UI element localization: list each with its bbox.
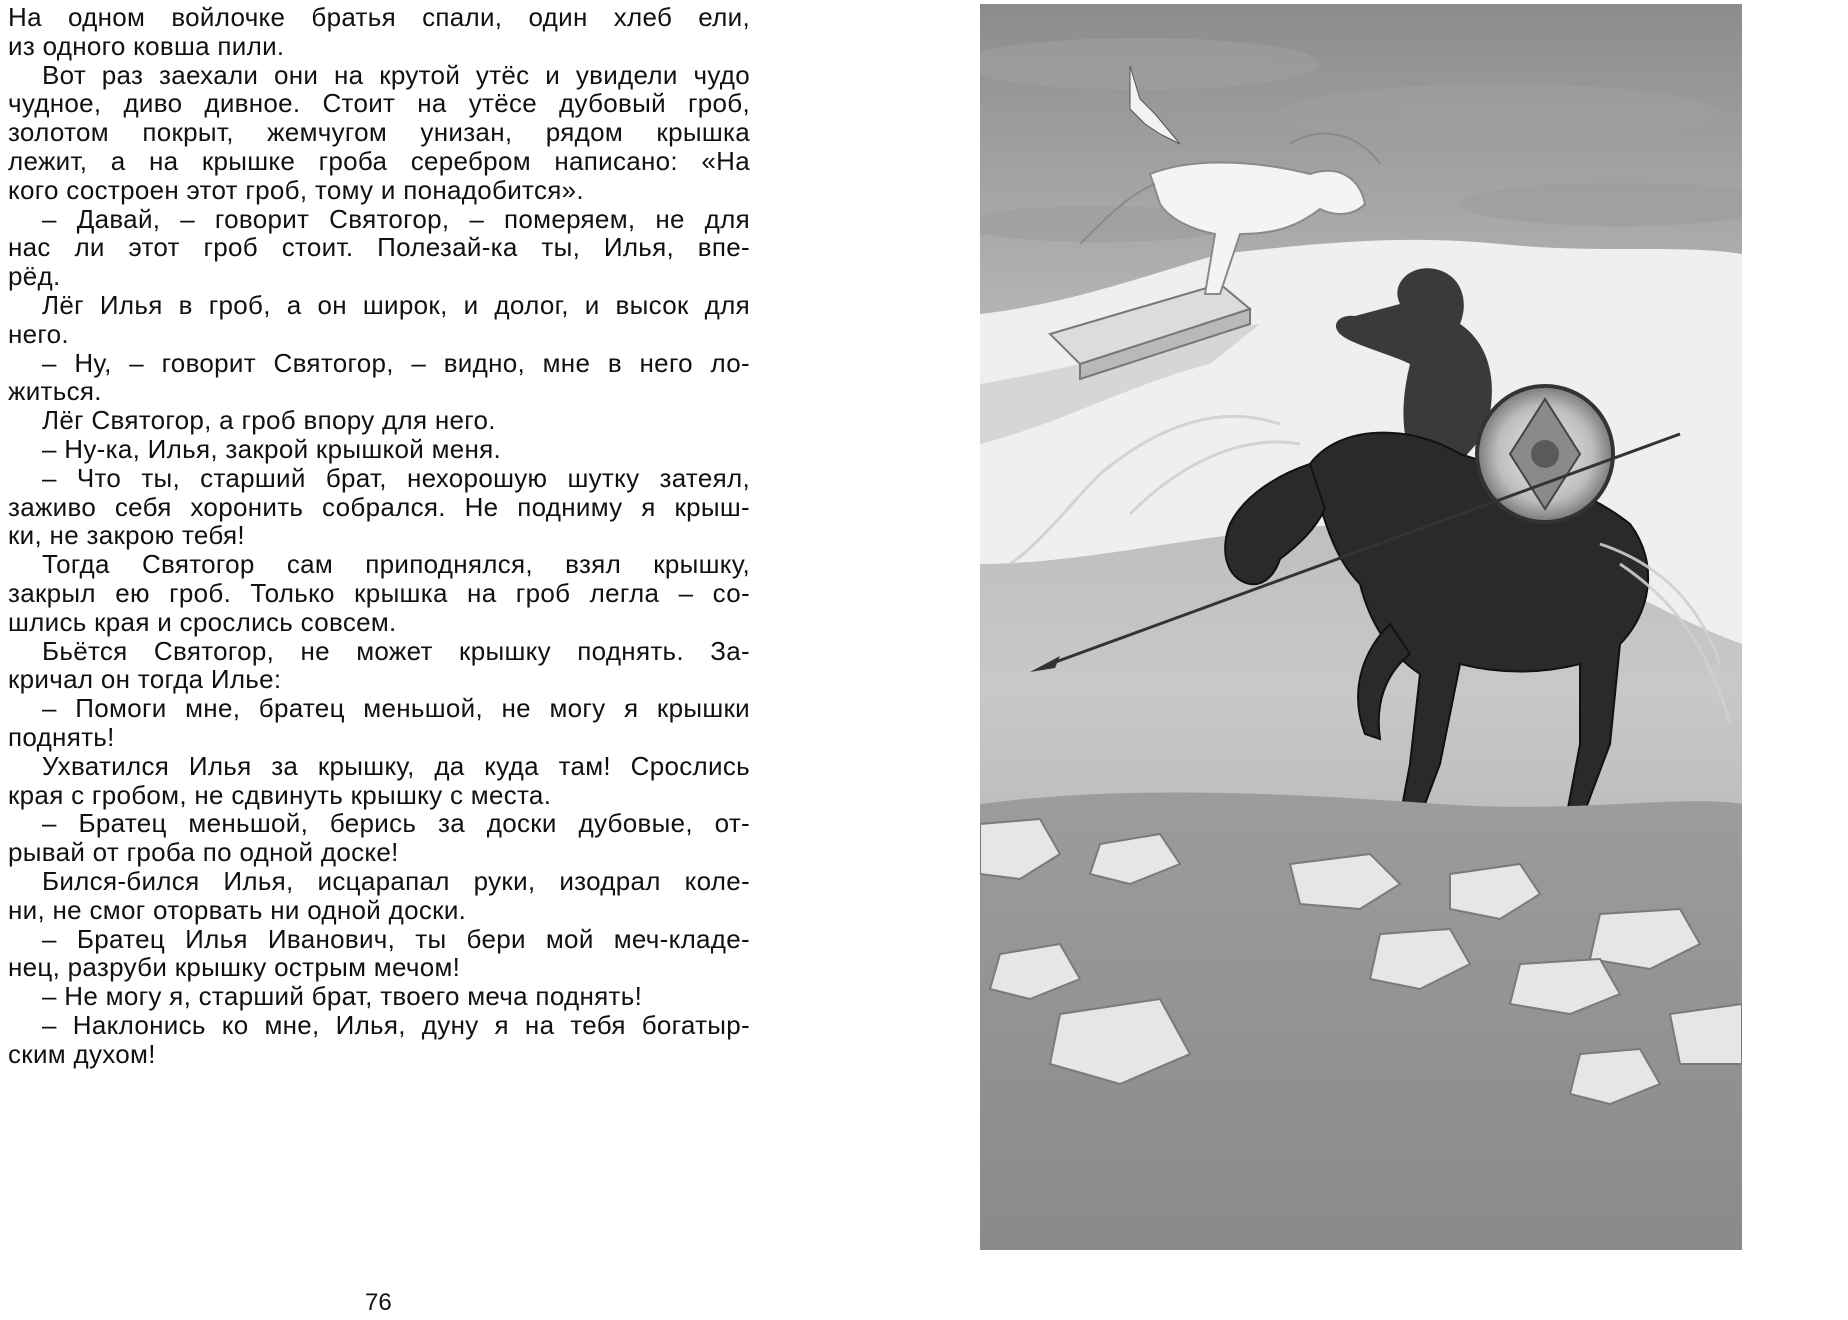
- text-line: Лёг Святогор, а гроб впору для него.: [42, 405, 496, 436]
- text-line: кричал он тогда Илье:: [8, 664, 282, 695]
- text-line: Ухватился Илья за крышку, да куда там! Срослись: [42, 750, 750, 781]
- text-line: – Не могу я, старший брат, твоего меча поднять!: [42, 981, 643, 1012]
- text-line: нас ли этот гроб стоит. Полезай-ка ты, Илья, впе-: [8, 232, 750, 263]
- text-line: – Наклонись ко мне, Илья, дуну я на тебя богатыр-: [42, 1010, 750, 1040]
- book-illustration: [980, 4, 1742, 1250]
- text-line: кого состроен этот гроб, тому и понадобится».: [8, 174, 584, 205]
- text-line: – Помоги мне, братец меньшой, не могу я крышки: [42, 693, 750, 724]
- text-line: рывай от гроба по одной доске!: [8, 837, 399, 868]
- text-line: – Братец Илья Иванович, ты бери мой меч-кладе-: [42, 923, 750, 954]
- text-line: Бьётся Святогор, не может крышку поднять. За-: [42, 635, 750, 666]
- text-line: – Давай, – говорит Святогор, – померяем, не для: [42, 203, 750, 234]
- text-line: – Что ты, старший брат, нехорошую шутку затеял,: [42, 462, 750, 493]
- text-line: – Братец меньшой, берись за доски дубовые, от-: [42, 808, 750, 839]
- text-line: поднять!: [8, 722, 115, 752]
- text-line: из одного ковша пили.: [8, 30, 285, 61]
- text-line: житься.: [8, 376, 102, 407]
- text-line: – Ну, – говорит Святогор, – видно, мне в него ло-: [42, 347, 750, 378]
- text-line: Лёг Илья в гроб, а он широк, и долог, и высок для: [42, 290, 750, 320]
- text-line: Тогда Святогор сам приподнялся, взял крышку,: [42, 549, 750, 580]
- text-line: На одном войлочке братья спали, один хлеб ели,: [8, 2, 750, 32]
- text-line: – Ну-ка, Илья, закрой крышкой меня.: [42, 434, 502, 464]
- text-line: него.: [8, 318, 69, 349]
- text-line: закрыл ею гроб. Только крышка на гроб легла – со-: [8, 578, 750, 608]
- text-line: шлись края и срослись совсем.: [8, 606, 397, 637]
- text-line: рёд.: [8, 261, 61, 292]
- illustration-svg: [980, 4, 1742, 1250]
- text-line: ским духом!: [8, 1038, 156, 1069]
- text-line: золотом покрыт, жемчугом унизан, рядом крышка: [8, 117, 750, 148]
- text-line: Бился-бился Илья, исцарапал руки, изодрал коле-: [42, 866, 750, 896]
- text-line: ни, не смог оторвать ни одной доски.: [8, 894, 467, 925]
- page-number: 76: [365, 1289, 392, 1316]
- text-line: края с гробом, не сдвинуть крышку с места.: [8, 779, 552, 810]
- text-line: ки, не закрою тебя!: [8, 520, 245, 551]
- text-line: чудное, диво дивное. Стоит на утёсе дубовый гроб,: [8, 88, 750, 119]
- text-line: заживо себя хоронить собрался. Не подниму я крыш-: [8, 491, 750, 522]
- text-line: Вот раз заехали они на крутой утёс и увидели чудо: [42, 59, 750, 90]
- text-line: лежит, а на крышке гроба серебром написано: «На: [8, 146, 750, 176]
- text-line: нец, разруби крышку острым мечом!: [8, 952, 461, 983]
